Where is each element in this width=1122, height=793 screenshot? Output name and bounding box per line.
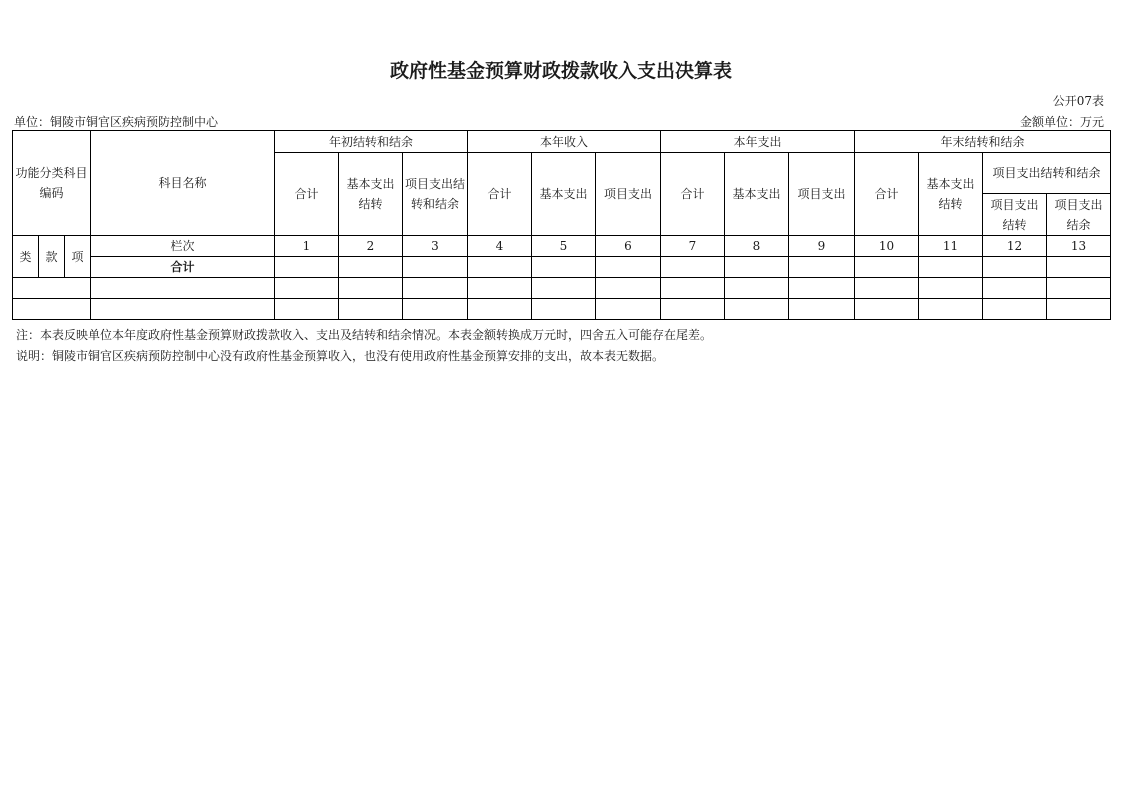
expense-basic-header: 基本支出 xyxy=(725,153,789,236)
table-cell xyxy=(855,257,919,278)
table-cell xyxy=(596,278,661,299)
col-num: 7 xyxy=(661,236,725,257)
table-explanation: 说明：铜陵市铜官区疾病预防控制中心没有政府性基金预算收入，也没有使用政府性基金预算安排的支出，故本表无数据。 xyxy=(16,349,665,363)
table-cell xyxy=(596,257,661,278)
col-num: 13 xyxy=(1047,236,1111,257)
xiang-header: 项 xyxy=(65,236,91,278)
income-basic-header: 基本支出 xyxy=(532,153,596,236)
table-note: 注：本表反映单位本年度政府性基金预算财政拨款收入、支出及结转和结余情况。本表金额转换成万元时，四舍五入可能存在尾差。 xyxy=(16,328,713,342)
table-cell xyxy=(339,299,403,320)
expense-total-header: 合计 xyxy=(661,153,725,236)
table-row xyxy=(13,299,1111,320)
table-cell xyxy=(275,257,339,278)
end-project-carry-balance-header: 项目支出结转和结余 xyxy=(983,153,1111,194)
table-cell xyxy=(403,257,468,278)
table-cell xyxy=(532,257,596,278)
table-cell xyxy=(596,299,661,320)
table-cell xyxy=(1047,278,1111,299)
table-cell xyxy=(789,299,855,320)
table-cell xyxy=(468,299,532,320)
header-row-1 xyxy=(13,131,1111,153)
table-cell xyxy=(275,278,339,299)
table-cell xyxy=(919,278,983,299)
end-basic-carryover-header: 基本支出结转 xyxy=(919,153,983,236)
table-row xyxy=(13,278,1111,299)
table-cell xyxy=(275,299,339,320)
table-cell xyxy=(13,299,91,320)
page-title: 政府性基金预算财政拨款收入支出决算表 xyxy=(389,60,732,82)
table-cell xyxy=(532,299,596,320)
amount-unit: 金额单位：万元 xyxy=(1019,115,1104,129)
func-class-header: 功能分类科目编码 xyxy=(13,131,91,236)
table-cell xyxy=(339,278,403,299)
table-cell xyxy=(468,257,532,278)
form-code: 公开07表 xyxy=(1052,94,1104,108)
table-cell xyxy=(855,278,919,299)
table-cell xyxy=(13,278,91,299)
table-cell xyxy=(919,257,983,278)
subject-name-header: 科目名称 xyxy=(91,131,275,236)
lei-header: 类 xyxy=(13,236,39,278)
col-num: 11 xyxy=(919,236,983,257)
table-cell xyxy=(339,257,403,278)
group-end-header: 年末结转和结余 xyxy=(855,131,1111,153)
total-row xyxy=(13,257,1111,278)
column-index-label: 栏次 xyxy=(91,236,275,257)
col-num: 9 xyxy=(789,236,855,257)
table-cell xyxy=(91,278,275,299)
table-cell xyxy=(789,257,855,278)
table-cell xyxy=(855,299,919,320)
table-cell xyxy=(661,278,725,299)
column-index-row xyxy=(13,236,1111,257)
income-total-header: 合计 xyxy=(468,153,532,236)
col-num: 3 xyxy=(403,236,468,257)
col-num: 1 xyxy=(275,236,339,257)
table-cell xyxy=(1047,257,1111,278)
col-num: 2 xyxy=(339,236,403,257)
table-cell xyxy=(661,257,725,278)
table-cell xyxy=(789,278,855,299)
table-cell xyxy=(983,257,1047,278)
table-cell xyxy=(661,299,725,320)
table-cell xyxy=(532,278,596,299)
table-cell xyxy=(983,278,1047,299)
col-num: 5 xyxy=(532,236,596,257)
end-project-carryover-header: 项目支出结转 xyxy=(983,194,1047,236)
expense-project-header: 项目支出 xyxy=(789,153,855,236)
budget-table xyxy=(12,130,1111,320)
group-income-header: 本年收入 xyxy=(468,131,661,153)
col-num: 6 xyxy=(596,236,661,257)
col-num: 10 xyxy=(855,236,919,257)
table-cell xyxy=(1047,299,1111,320)
group-expense-header: 本年支出 xyxy=(661,131,855,153)
kuan-header: 款 xyxy=(39,236,65,278)
end-project-balance-header: 项目支出结余 xyxy=(1047,194,1111,236)
col-num: 12 xyxy=(983,236,1047,257)
total-row-label: 合计 xyxy=(91,257,275,278)
table-cell xyxy=(403,299,468,320)
col-num: 8 xyxy=(725,236,789,257)
table-cell xyxy=(725,299,789,320)
col-num: 4 xyxy=(468,236,532,257)
group-begin-header: 年初结转和结余 xyxy=(275,131,468,153)
begin-basic-carryover-header: 基本支出结转 xyxy=(339,153,403,236)
table-cell xyxy=(725,278,789,299)
begin-total-header: 合计 xyxy=(275,153,339,236)
table-cell xyxy=(919,299,983,320)
reporting-unit: 单位：铜陵市铜官区疾病预防控制中心 xyxy=(14,115,219,129)
begin-project-carry-balance-header: 项目支出结转和结余 xyxy=(403,153,468,236)
table-cell xyxy=(725,257,789,278)
income-project-header: 项目支出 xyxy=(596,153,661,236)
table-cell xyxy=(468,278,532,299)
end-total-header: 合计 xyxy=(855,153,919,236)
table-cell xyxy=(983,299,1047,320)
table-cell xyxy=(91,299,275,320)
table-cell xyxy=(403,278,468,299)
